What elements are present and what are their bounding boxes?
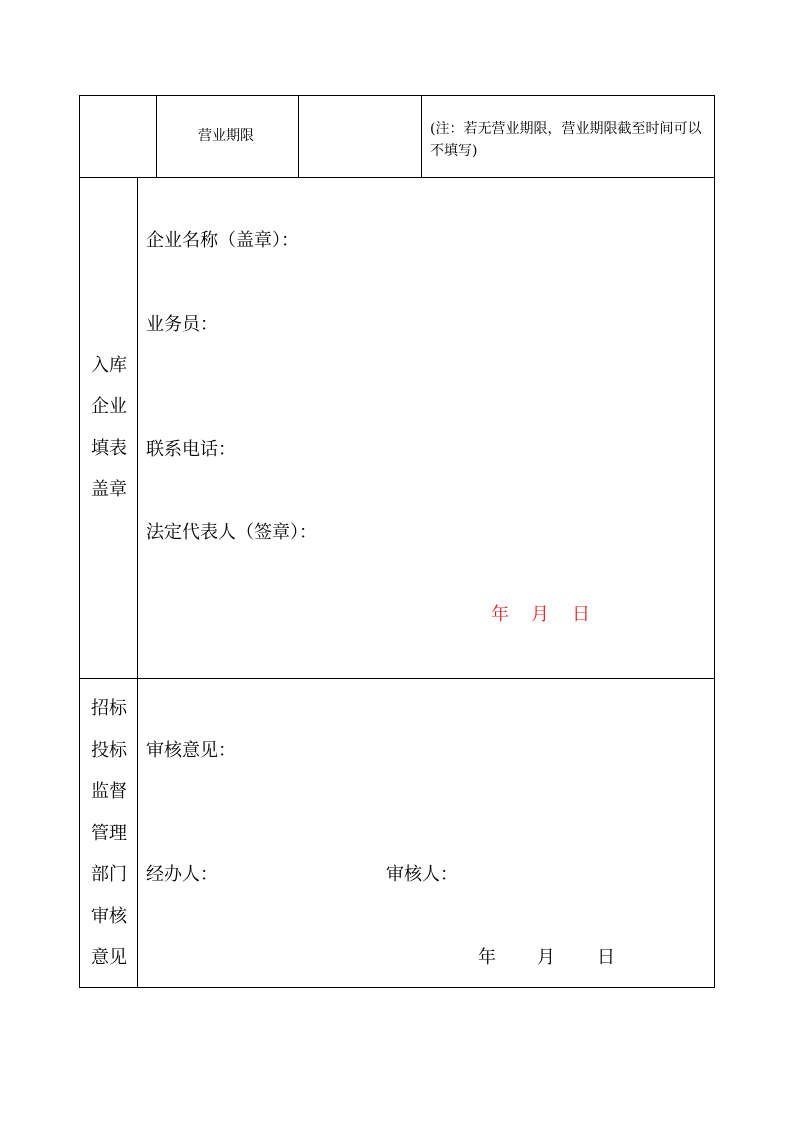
enterprise-side-label-line-1: 入库 bbox=[91, 355, 127, 376]
salesperson-label: 业务员： bbox=[146, 314, 218, 335]
supervision-side-label-line-2: 投标 bbox=[91, 740, 127, 761]
phone-label: 联系电话： bbox=[146, 439, 236, 460]
company-name-label: 企业名称（盖章）： bbox=[146, 230, 299, 251]
supervision-side-label-line-3: 监督 bbox=[91, 781, 127, 802]
enterprise-date-year: 年 bbox=[491, 604, 509, 625]
label-col-divider-enterprise bbox=[137, 177, 138, 678]
business-term-note: (注：若无营业期限，营业期限截至时间可以不填写) bbox=[430, 121, 702, 159]
enterprise-date-month: 月 bbox=[531, 604, 549, 625]
label-col-divider-supervision bbox=[137, 678, 138, 988]
supervision-date-day: 日 bbox=[597, 947, 615, 968]
supervision-side-label-line-7: 意见 bbox=[91, 947, 127, 968]
handler-label: 经办人： bbox=[146, 864, 218, 885]
row-divider-1 bbox=[79, 177, 715, 178]
header-col-divider-1 bbox=[156, 95, 157, 177]
supervision-date-year: 年 bbox=[478, 947, 496, 968]
supervision-side-label-line-1: 招标 bbox=[91, 698, 127, 719]
business-term-value[interactable] bbox=[304, 129, 416, 149]
header-col-divider-2 bbox=[298, 95, 299, 177]
enterprise-side-label-line-3: 填表 bbox=[91, 438, 127, 459]
legal-rep-label: 法定代表人（签章）： bbox=[146, 522, 317, 543]
supervision-date-month: 月 bbox=[537, 947, 555, 968]
enterprise-date-day: 日 bbox=[572, 604, 590, 625]
row-divider-2 bbox=[79, 678, 715, 679]
supervision-side-label-line-4: 管理 bbox=[91, 823, 127, 844]
reviewer-label: 审核人： bbox=[386, 864, 458, 885]
business-term-label: 营业期限 bbox=[198, 128, 254, 144]
supervision-side-label-line-6: 审核 bbox=[91, 906, 127, 927]
enterprise-side-label-line-4: 盖章 bbox=[91, 479, 127, 500]
review-opinion-label: 审核意见： bbox=[146, 740, 236, 761]
header-col-divider-3 bbox=[421, 95, 422, 177]
supervision-side-label-line-5: 部门 bbox=[91, 864, 127, 885]
enterprise-side-label-line-2: 企业 bbox=[91, 396, 127, 417]
